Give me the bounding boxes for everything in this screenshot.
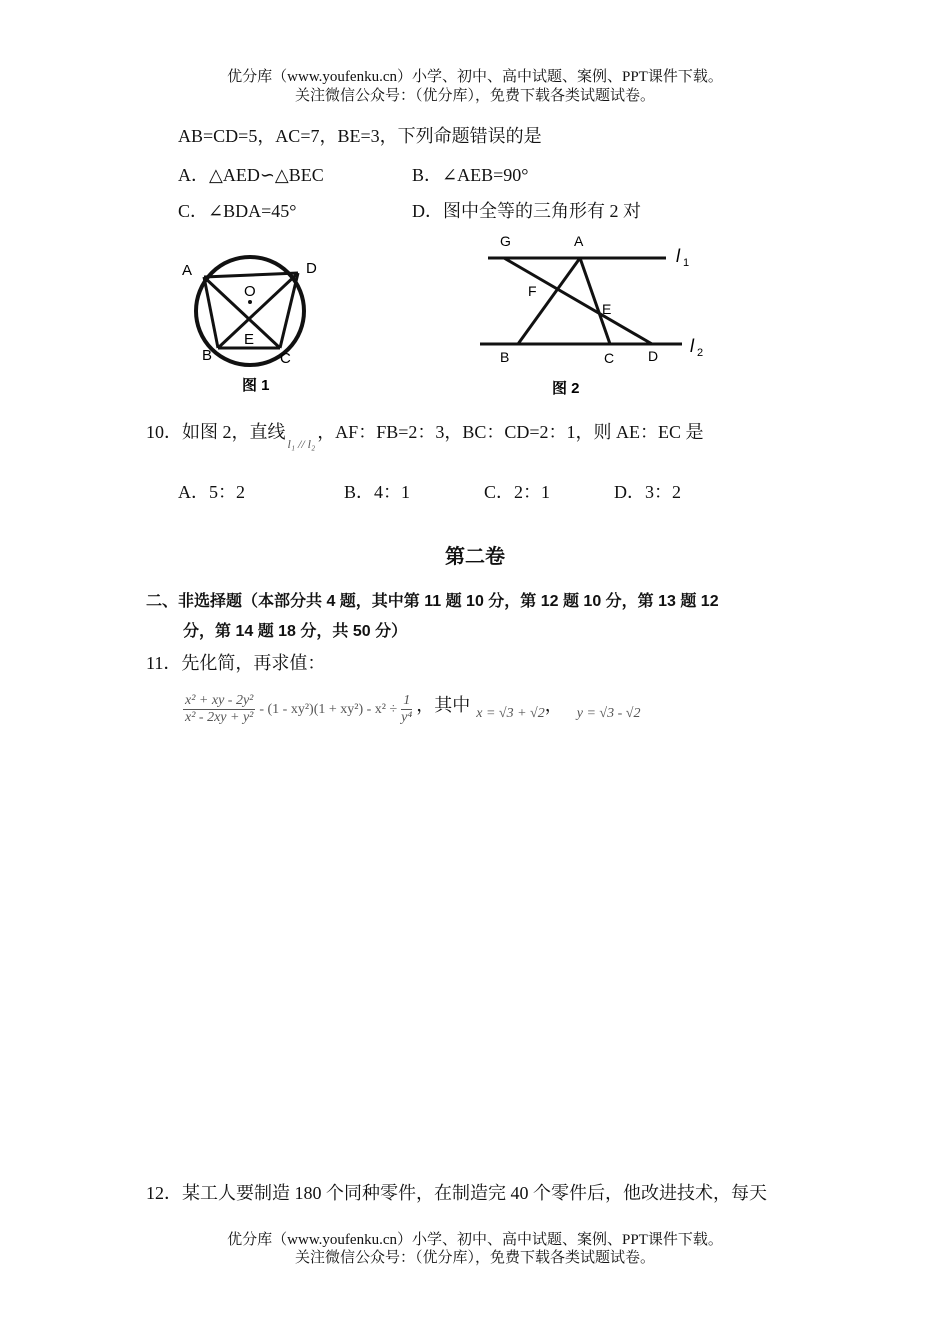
label-d: D xyxy=(306,260,317,277)
footer-line-2: 关注微信公众号：（优分库），免费下载各类试题试卷。 xyxy=(294,1250,655,1266)
label-a: A xyxy=(574,233,584,249)
footer-line-1: 优分库（www.youfenku.cn）小学、初中、高中试题、案例、PPT课件下载。 xyxy=(227,1232,723,1248)
part-2-title: 第二卷 xyxy=(445,546,505,568)
label-l1-sub: 1 xyxy=(683,257,690,269)
q9-option-c: C．∠BDA=45° xyxy=(178,201,297,221)
q10-option-c: C．2：1 xyxy=(484,482,551,502)
figure-2-parallel-lines-diagram xyxy=(470,228,720,403)
q9-stem: AB=CD=5，AC=7，BE=3，下列命题错误的是 xyxy=(178,126,542,146)
label-e: E xyxy=(602,301,612,317)
label-e: E xyxy=(244,331,255,348)
label-f: F xyxy=(528,283,537,299)
q11-fraction-2-numerator: 1 xyxy=(403,693,411,708)
q10-option-d: D．3：2 xyxy=(614,482,681,502)
q11-fraction-1-numerator: x² + xy - 2y² xyxy=(185,693,254,708)
q12-stem: 12．某工人要制造 180 个同种零件，在制造完 40 个零件后，他改进技术，每天 xyxy=(146,1183,767,1203)
label-b: B xyxy=(500,349,510,365)
label-c: C xyxy=(280,350,291,367)
header-line-2: 关注微信公众号：（优分库），免费下载各类试题试卷。 xyxy=(294,88,655,104)
q11-expression xyxy=(183,693,640,726)
q11-fraction-1 xyxy=(183,693,255,726)
q11-middle-terms: - (1 - xy²)(1 + xy²) - x² ÷ xyxy=(259,701,398,717)
q10-stem xyxy=(146,420,704,451)
header-line-1: 优分库（www.youfenku.cn）小学、初中、高中试题、案例、PPT课件下载。 xyxy=(227,69,723,85)
label-b: B xyxy=(202,347,213,364)
q11-fraction-2 xyxy=(401,693,412,726)
label-c: C xyxy=(604,350,615,366)
q10-option-a: A．5：2 xyxy=(178,482,245,502)
q11-y-value: y = √3 - √2 xyxy=(576,705,641,721)
label-d: D xyxy=(648,348,659,364)
q10-stem-pre: 10．如图 2，直线 xyxy=(146,422,286,442)
label-g: G xyxy=(500,233,511,249)
q9-option-d: D．图中全等的三角形有 2 对 xyxy=(412,201,641,221)
q10-stem-post: ，AF：FB=2：3，BC：CD=2：1，则 AE：EC 是 xyxy=(317,422,704,442)
q11-x-value: x = √3 + √2 xyxy=(476,705,545,721)
label-a: A xyxy=(182,262,193,279)
figure-1-caption: 图 1 xyxy=(242,377,270,394)
q10-parallel-notation: l₁ // l₂ xyxy=(287,437,316,451)
label-o: O xyxy=(244,283,256,300)
q11-fraction-2-denominator: y⁴ xyxy=(401,710,413,725)
q11-where: ，其中 xyxy=(416,694,471,715)
figure-2-caption: 图 2 xyxy=(552,380,580,397)
label-l2-sub: 2 xyxy=(697,347,704,359)
q9-option-b: B．∠AEB=90° xyxy=(412,165,529,185)
q9-option-a: A．△AED∽△BEC xyxy=(178,165,324,185)
figure-1-circle-diagram xyxy=(170,240,330,400)
center-point xyxy=(248,300,252,304)
q11-stem: 11．先化简，再求值： xyxy=(146,653,326,673)
label-l1: l xyxy=(676,246,680,266)
q11-comma: ， xyxy=(544,694,563,715)
section-2-heading-line-1: 二、非选择题（本部分共 4 题，其中第 11 题 10 分，第 12 题 10 分，第 13 题 12 xyxy=(146,593,719,610)
section-2-heading-line-2: 分，第 14 题 18 分，共 50 分） xyxy=(183,623,408,640)
label-l2: l xyxy=(690,336,694,356)
q11-fraction-1-denominator: x² - 2xy + y² xyxy=(185,710,254,725)
q10-option-b: B．4：1 xyxy=(344,482,411,502)
